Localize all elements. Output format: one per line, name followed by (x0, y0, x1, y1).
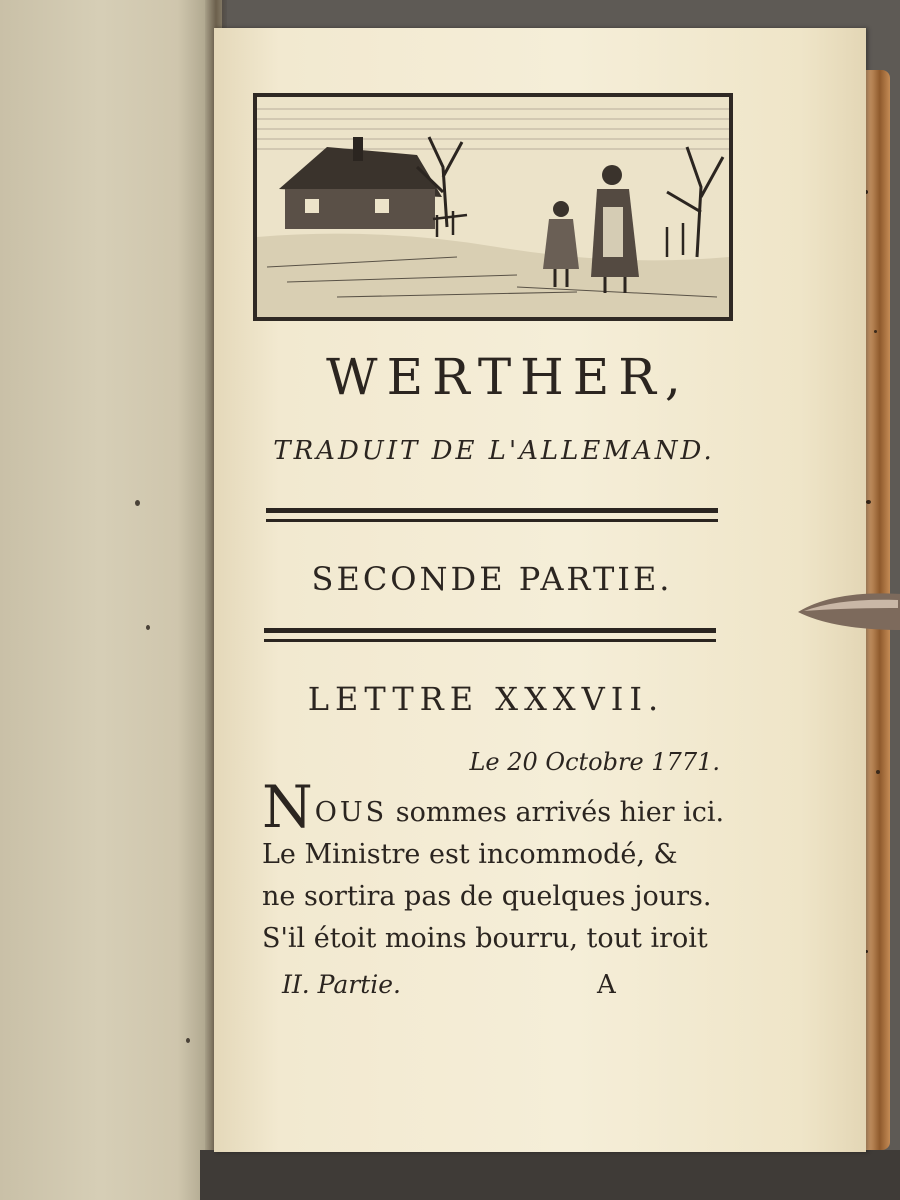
book-subtitle: TRADUIT DE L'ALLEMAND. (273, 436, 715, 466)
paper-speck (135, 500, 140, 506)
foxing-spot (876, 770, 880, 774)
book-title: WERTHER, (326, 348, 690, 406)
metal-bookmark-clip-icon (794, 586, 900, 634)
letter-body (262, 773, 725, 960)
foxing-spot (866, 500, 871, 504)
drop-cap: N (262, 773, 313, 841)
double-rule-divider (264, 628, 716, 642)
part-heading: SECONDE PARTIE. (311, 560, 673, 598)
running-footer: II. Partie. (282, 970, 401, 999)
double-rule-divider (266, 508, 718, 522)
letter-heading: LETTRE XXXVII. (307, 680, 665, 718)
body-line-3: ne sortira pas de quelques jours. (262, 881, 712, 912)
paper-speck (146, 625, 150, 630)
body-line-2: Le Ministre est incommodé, & (262, 839, 678, 870)
signature-mark: A (597, 970, 616, 1000)
body-line-1 (262, 773, 725, 841)
woodcut-illustration (253, 93, 733, 321)
body-line-1-text: sommes arrivés hier ici. (387, 797, 725, 828)
foxing-spot (874, 330, 877, 333)
left-page (0, 0, 222, 1200)
woodcut-winter-cottage-icon (257, 97, 729, 317)
letter-dateline: Le 20 Octobre 1771. (469, 748, 720, 776)
background-surface (200, 1150, 900, 1200)
body-line-4: S'il étoit moins bourru, tout iroit (262, 923, 708, 954)
small-caps-word: OUS (314, 797, 388, 828)
paper-speck (186, 1038, 190, 1043)
